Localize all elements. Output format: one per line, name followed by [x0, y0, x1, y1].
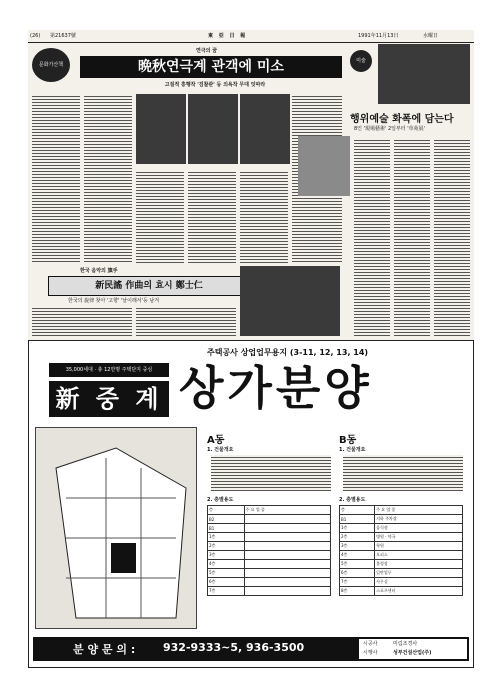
theater-photo-3	[240, 94, 290, 164]
newspaper-page	[28, 30, 474, 668]
a-col-use: 주 요 업 종	[244, 506, 330, 515]
b-use-cell: 일반업무	[375, 569, 463, 578]
seller-name: 성부건설산업(주)	[393, 650, 432, 656]
issue-weekday: 水曜日	[423, 33, 439, 39]
b-use-cell: 스포츠센터	[375, 587, 463, 596]
a-use-cell	[244, 533, 330, 542]
block-a-label: A동	[207, 435, 225, 446]
b-use-cell: 볼링장	[375, 560, 463, 569]
ad-tagline: 35,000세대 · 총 12만명 주택단지 중심	[49, 363, 169, 377]
a-use-cell	[244, 578, 330, 587]
site-map-drawing	[36, 428, 196, 628]
paper-name: 東 亞 日 報	[208, 33, 248, 39]
b-use-cell: 음식점	[375, 524, 463, 533]
site-map	[35, 427, 197, 629]
art-body-col2	[394, 138, 430, 338]
art-subhead: 8인 '現場藝術' 2일부터 '草苑展'	[354, 126, 425, 132]
music-body-col2	[136, 306, 236, 336]
a-floor-cell: 5층	[208, 569, 245, 578]
theater-subhead: 고질적 흥행작 '검찰관' 등 의욕작 무대 잇따라	[164, 82, 266, 88]
b-use-cell: 오피스	[375, 551, 463, 560]
a-use-cell	[244, 542, 330, 551]
developer-label: 시공사	[363, 641, 378, 647]
b-floor-cell: 3층	[340, 542, 375, 551]
theater-body-col5	[240, 170, 288, 264]
b-use-cell: 학원	[375, 542, 463, 551]
b-floor-cell: 1층	[340, 524, 375, 533]
b-col-use: 주 요 업 종	[375, 506, 463, 515]
masthead-bar	[28, 30, 474, 43]
a-floor-cell: 6층	[208, 578, 245, 587]
a-floor-cell: 3층	[208, 551, 245, 560]
music-body-col1	[32, 306, 132, 336]
ad-title: 상가분양	[179, 361, 373, 415]
a-overview-text	[211, 455, 331, 491]
music-headline: 新民謠 作曲의 효시 鄭士仁	[48, 276, 250, 296]
a-use-cell	[244, 515, 330, 524]
ad-credits	[359, 639, 467, 659]
b-overview-text	[343, 455, 463, 491]
b-floor-cell: 7층	[340, 578, 375, 587]
theater-body-col3	[136, 170, 184, 264]
culture-badge: 문화가산책	[32, 48, 70, 82]
b-floor-cell: B1	[340, 515, 375, 524]
a-floor-cell: 7층	[208, 587, 245, 596]
a-floor-label: 2. 층별용도	[207, 497, 234, 503]
real-estate-ad	[28, 340, 474, 668]
a-use-cell	[244, 587, 330, 596]
theater-kicker: 연극의 꿈	[196, 48, 218, 54]
theater-body-col2	[84, 94, 132, 264]
developer-name: 미림조경사	[393, 641, 418, 647]
music-kicker: 한국 음악의 旗手	[80, 268, 118, 274]
b-use-cell: 병원 · 약국	[375, 533, 463, 542]
art-body-col3	[434, 138, 470, 338]
a-floor-cell: 1층	[208, 533, 245, 542]
issue-number: 第21637號	[50, 33, 76, 39]
music-subhead: 한국의 旋律 찾아 '고향' '날이래서'등 남겨	[68, 298, 160, 304]
ad-brand: 新 중 계	[49, 381, 169, 417]
b-use-cell: 사무실	[375, 578, 463, 587]
b-floor-cell: 5층	[340, 560, 375, 569]
a-floor-table	[207, 505, 331, 596]
phone-number: 932-9333~5, 936-3500	[163, 641, 305, 654]
a-use-cell	[244, 569, 330, 578]
b-col-floor: 층	[340, 506, 375, 515]
a-floor-cell: B1	[208, 524, 245, 533]
music-photo	[240, 266, 340, 336]
theater-photo-2	[188, 94, 238, 164]
a-use-cell	[244, 524, 330, 533]
seller-label: 시행사	[363, 650, 378, 656]
a-col-floor: 층	[208, 506, 245, 515]
a-use-cell	[244, 551, 330, 560]
theater-photo-1	[136, 94, 186, 164]
block-b-label: B동	[339, 435, 357, 446]
b-floor-cell: 2층	[340, 533, 375, 542]
b-floor-cell: 4층	[340, 551, 375, 560]
b-overview-label: 1. 건물개요	[339, 447, 366, 453]
phone-label: 분 양 문 의 :	[73, 643, 136, 656]
page-number: (26)	[30, 33, 41, 39]
a-use-cell	[244, 560, 330, 569]
b-floor-table	[339, 505, 463, 596]
theater-headline: 晩秋연극계 관객에 미소	[80, 56, 342, 78]
issue-date: 1991年11月13日	[358, 33, 399, 39]
a-floor-cell: B2	[208, 515, 245, 524]
art-headline: 행위예술 화폭에 담는다	[350, 114, 454, 125]
theater-body-col1	[32, 94, 80, 264]
art-tag: 미술	[350, 50, 372, 72]
a-overview-label: 1. 건물개요	[207, 447, 234, 453]
b-floor-label: 2. 층별용도	[339, 497, 366, 503]
b-floor-cell: 6층	[340, 569, 375, 578]
b-floor-cell: 8층	[340, 587, 375, 596]
theater-body-col4	[188, 170, 236, 264]
art-photo-2	[298, 136, 350, 196]
art-photo	[378, 44, 470, 104]
a-floor-cell: 4층	[208, 560, 245, 569]
b-use-cell: 지하 주차장	[375, 515, 463, 524]
art-body-col1	[354, 138, 390, 338]
ad-top-line: 주택공사 상업업무용지 (3-11, 12, 13, 14)	[207, 348, 369, 357]
a-floor-cell: 2층	[208, 542, 245, 551]
